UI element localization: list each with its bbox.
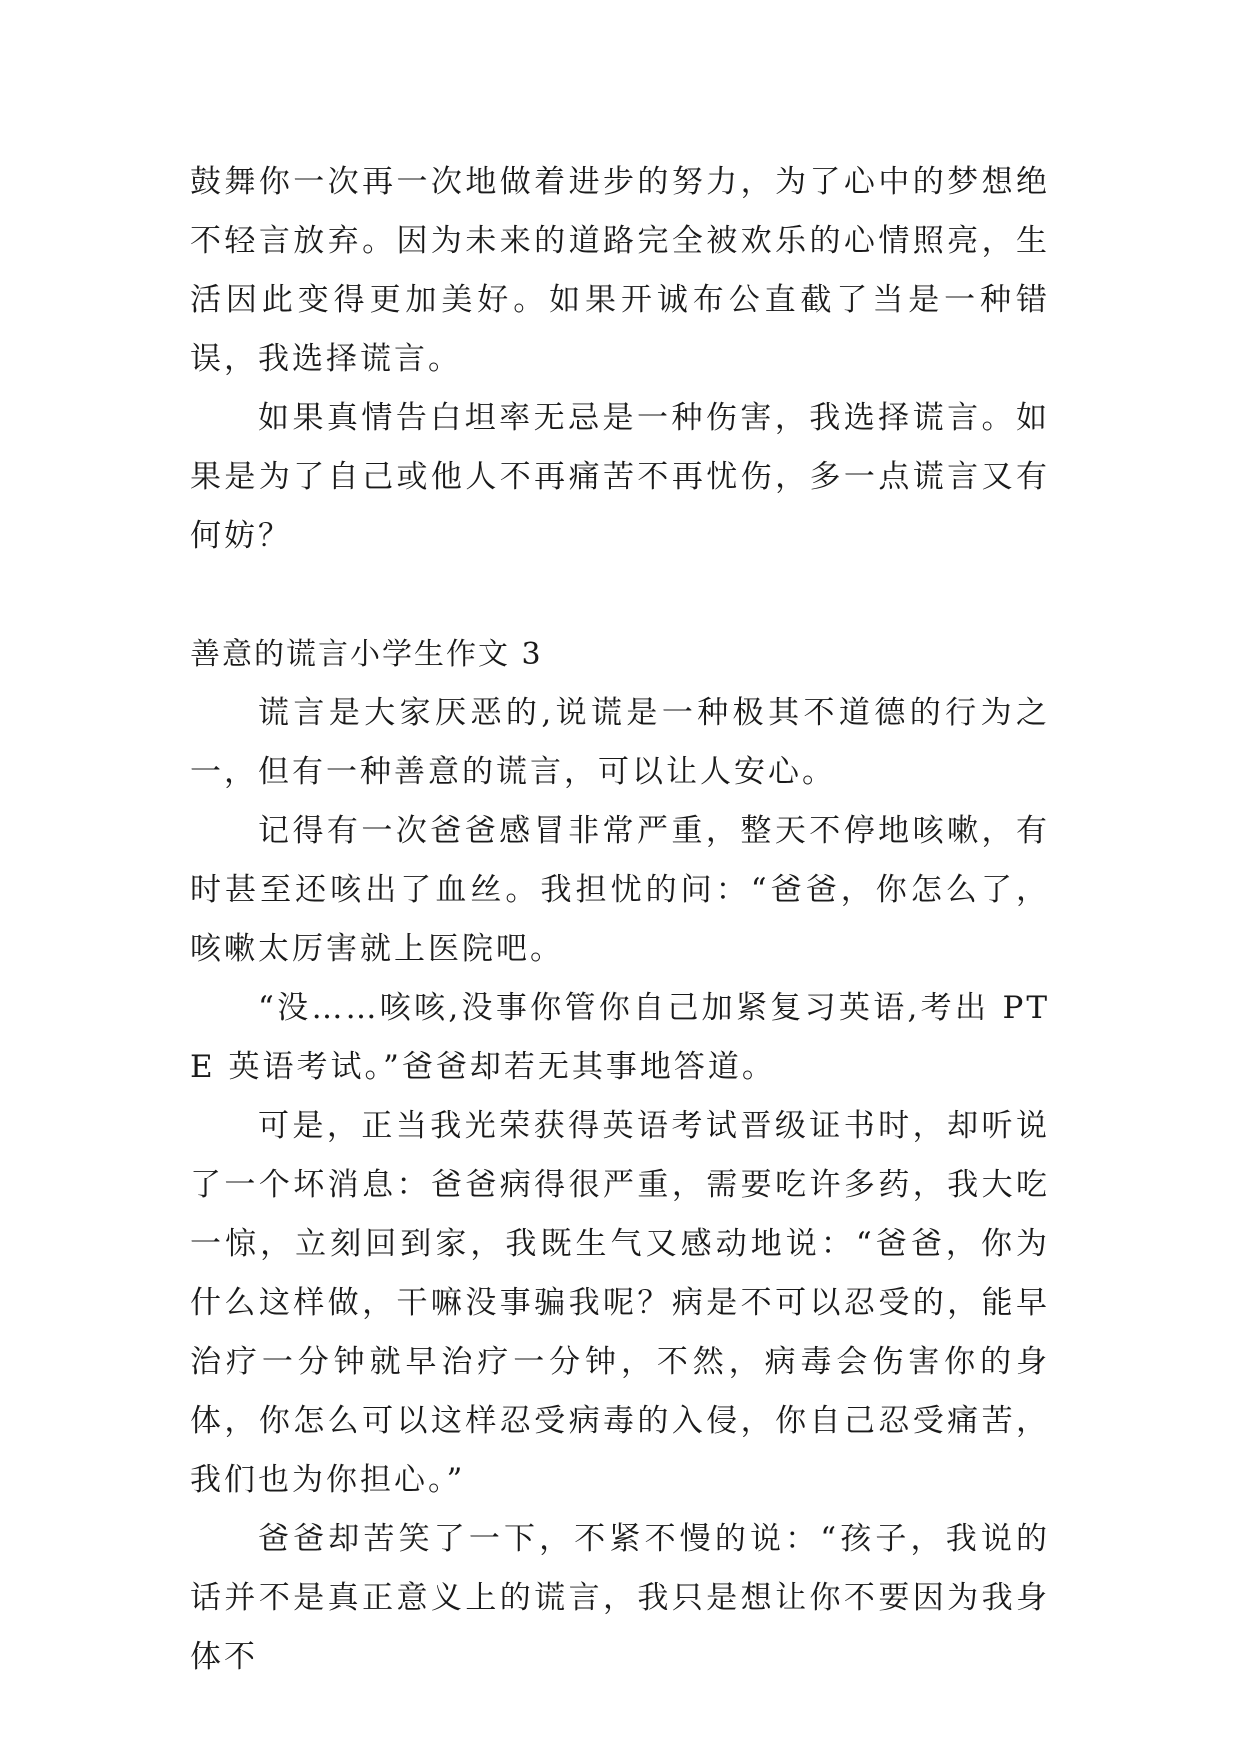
paragraph-continued: 鼓舞你一次再一次地做着进步的努力，为了心中的梦想绝不轻言放弃。因为未来的道路完全被欢乐的心情照亮，生活因此变得更加美好。如果开诚布公直截了当是一种错误，我选择谎言。 <box>190 164 1050 377</box>
blank-line <box>190 566 1050 625</box>
paragraph: 谎言是大家厌恶的,说谎是一种极其不道德的行为之一，但有一种善意的谎言，可以让人安心。 <box>190 695 1050 790</box>
document-body <box>190 153 1050 1687</box>
paragraph: 可是，正当我光荣获得英语考试晋级证书时，却听说了一个坏消息：爸爸病得很严重，需要吃许多药，我大吃一惊，立刻回到家，我既生气又感动地说：“爸爸，你为什么这样做，干嘛没事骗我呢？病是不可以忍受的，能早治疗一分钟就早治疗一分钟，不然，病毒会伤害你的身体，你怎么可以这样忍受病毒的入侵，你自己忍受痛苦，我们也为你担心。” <box>190 1108 1050 1498</box>
paragraph: “没……咳咳,没事你管你自己加紧复习英语,考出 PTE 英语考试。”爸爸却若无其事地答道。 <box>190 990 1050 1085</box>
paragraph: 如果真情告白坦率无忌是一种伤害，我选择谎言。如果是为了自己或他人不再痛苦不再忧伤，多一点谎言又有何妨？ <box>190 400 1050 554</box>
paragraph: 记得有一次爸爸感冒非常严重，整天不停地咳嗽，有时甚至还咳出了血丝。我担忧的问：“爸爸，你怎么了，咳嗽太厉害就上医院吧。 <box>190 813 1050 967</box>
paragraph: 爸爸却苦笑了一下，不紧不慢的说：“孩子，我说的话并不是真正意义上的谎言，我只是想让你不要因为我身体不 <box>190 1521 1050 1675</box>
section-title: 善意的谎言小学生作文 3 <box>190 637 543 672</box>
